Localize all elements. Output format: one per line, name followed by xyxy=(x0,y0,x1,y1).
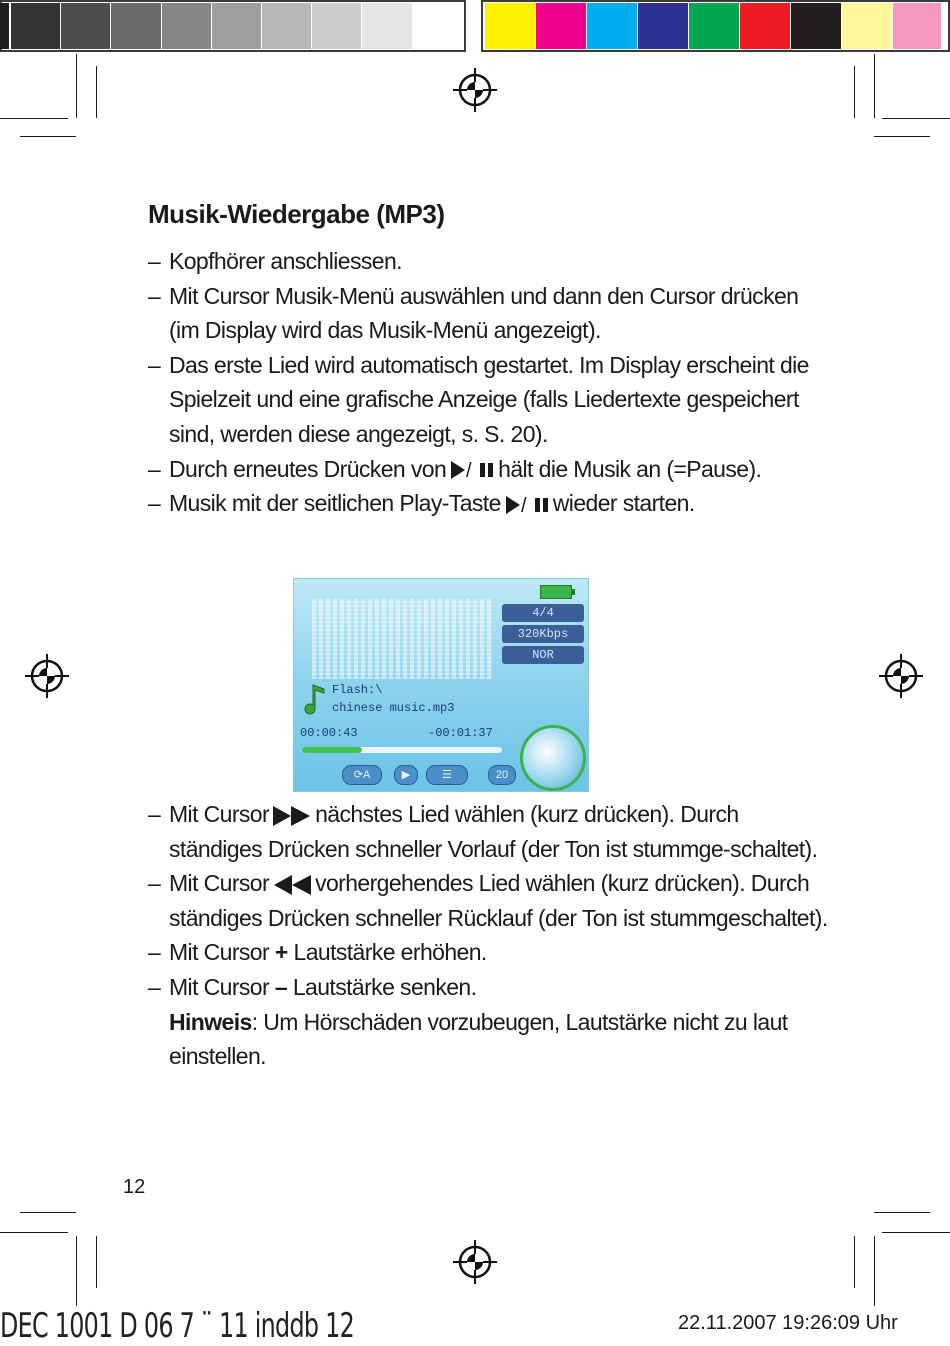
step-text: Kopfhörer anschliessen. xyxy=(169,248,402,274)
music-note-icon xyxy=(304,683,328,717)
gray-swatch xyxy=(0,3,9,49)
color-swatch xyxy=(791,3,841,49)
registration-mark-icon xyxy=(453,68,497,112)
play-pause-icon xyxy=(449,460,495,480)
step-text: Musik mit der seitlichen Play-Taste xyxy=(169,490,501,517)
bullet-dash: – xyxy=(148,282,161,309)
svg-text:/: / xyxy=(520,495,526,516)
fast-forward-icon xyxy=(272,805,312,827)
page-number: 12 xyxy=(123,1176,146,1198)
spectrum-visualizer xyxy=(312,599,492,679)
color-swatch xyxy=(740,3,790,49)
step-text: Lautstärke senken. xyxy=(292,973,477,1000)
color-swatch xyxy=(638,3,688,49)
gray-swatch xyxy=(312,3,361,49)
elapsed-time: 00:00:43 xyxy=(300,726,358,740)
color-swatch xyxy=(485,3,535,49)
bullet-dash: – xyxy=(148,870,161,897)
step-text: Das erste Lied wird automatisch gestartet. Im Display erscheint die Spielzeit und eine grafische Anzeige (falls Liedertexte gespeichert sind, werden diese angezeigt, s. S. 20). xyxy=(169,351,809,447)
cursor-symbol: + xyxy=(274,939,288,966)
step-text: Mit Cursor xyxy=(169,973,270,1000)
list-item xyxy=(148,279,828,348)
print-slug-filename: DEC 1001 D 06 7 ¨ 11 inddb 12 xyxy=(0,1306,355,1346)
hint-label: Hinweis xyxy=(169,1008,252,1035)
gray-swatch xyxy=(11,3,60,49)
gray-swatch xyxy=(262,3,311,49)
gray-swatch xyxy=(61,3,110,49)
gray-swatch xyxy=(212,3,261,49)
hint-block xyxy=(148,1005,828,1074)
bullet-dash: – xyxy=(148,490,161,517)
play-button: ▶ xyxy=(394,765,418,785)
hint-text: : Um Hörschäden vorzubeugen, Lautstärke nicht zu laut einstellen. xyxy=(169,1008,788,1070)
folder-name: Flash:\ xyxy=(332,683,383,697)
section-title: Musik-Wiedergabe (MP3) xyxy=(148,199,445,229)
content-area-lower xyxy=(148,797,828,1074)
battery-icon xyxy=(540,585,572,599)
color-swatch xyxy=(689,3,739,49)
step-text: Mit Cursor Musik-Menü auswählen und dann den Cursor drücken (im Display wird das Musik-Menü angezeigt). xyxy=(169,282,799,344)
progress-fill xyxy=(302,747,362,753)
step-text: Mit Cursor xyxy=(169,870,270,897)
cursor-symbol: – xyxy=(274,973,288,1000)
gray-swatch xyxy=(162,3,211,49)
remaining-time: -00:01:37 xyxy=(428,726,493,740)
rewind-icon xyxy=(272,874,312,896)
playlist-button: ☰ xyxy=(426,765,468,785)
svg-text:/: / xyxy=(466,460,472,481)
print-slug-timestamp: 22.11.2007 19:26:09 Uhr xyxy=(678,1312,898,1334)
bullet-dash: – xyxy=(148,455,161,482)
step-text: Mit Cursor xyxy=(169,801,270,827)
gray-swatch xyxy=(413,3,462,49)
bitrate: 320Kbps xyxy=(502,625,584,643)
gray-swatch xyxy=(111,3,160,49)
list-item xyxy=(148,866,828,935)
repeat-mode-button: ⟳A xyxy=(342,765,382,785)
bullet-dash: – xyxy=(148,248,161,274)
list-item xyxy=(148,935,828,970)
play-pause-icon xyxy=(504,495,550,515)
step-text: Lautstärke erhöhen. xyxy=(293,939,487,966)
color-swatch xyxy=(842,3,892,49)
bullet-dash: – xyxy=(148,973,161,1000)
gray-swatch xyxy=(362,3,411,49)
list-item xyxy=(148,452,828,487)
color-calibration-bar xyxy=(0,0,950,54)
mp3-player-display xyxy=(293,578,589,792)
color-swatch xyxy=(893,3,941,49)
step-text: Mit Cursor xyxy=(169,939,270,966)
list-item xyxy=(148,970,828,1005)
instruction-list xyxy=(148,244,828,521)
registration-mark-icon xyxy=(453,1240,497,1284)
bullet-dash: – xyxy=(148,801,161,827)
list-item xyxy=(148,348,828,452)
track-counter: 4/4 xyxy=(502,604,584,622)
step-text: vorhergehendes Lied wählen (kurz drücken). Durch ständiges Drücken schneller Rücklauf (der Ton ist stummgeschaltet). xyxy=(169,870,828,931)
file-name: chinese music.mp3 xyxy=(332,701,455,715)
content-area xyxy=(148,196,828,521)
bullet-dash: – xyxy=(148,351,161,378)
list-item xyxy=(148,244,828,279)
list-item xyxy=(148,797,828,866)
eq-mode: NOR xyxy=(502,646,584,664)
volume-level: 20 xyxy=(488,765,516,785)
bullet-dash: – xyxy=(148,939,161,966)
list-item xyxy=(148,486,828,521)
step-text: nächstes Lied wählen (kurz drücken). Durch ständiges Drücken schneller Vorlauf (der Ton ist stummge-schaltet). xyxy=(169,801,818,862)
volume-dial xyxy=(520,725,586,791)
color-swatch xyxy=(587,3,637,49)
instruction-list-lower xyxy=(148,797,828,1005)
step-text: Durch erneutes Drücken von xyxy=(169,455,447,482)
registration-mark-icon xyxy=(879,654,923,698)
color-swatch xyxy=(536,3,586,49)
registration-mark-icon xyxy=(25,654,69,698)
step-text: hält die Musik an (=Pause). xyxy=(498,455,762,482)
step-text: wieder starten. xyxy=(552,490,695,517)
progress-bar xyxy=(302,747,502,753)
